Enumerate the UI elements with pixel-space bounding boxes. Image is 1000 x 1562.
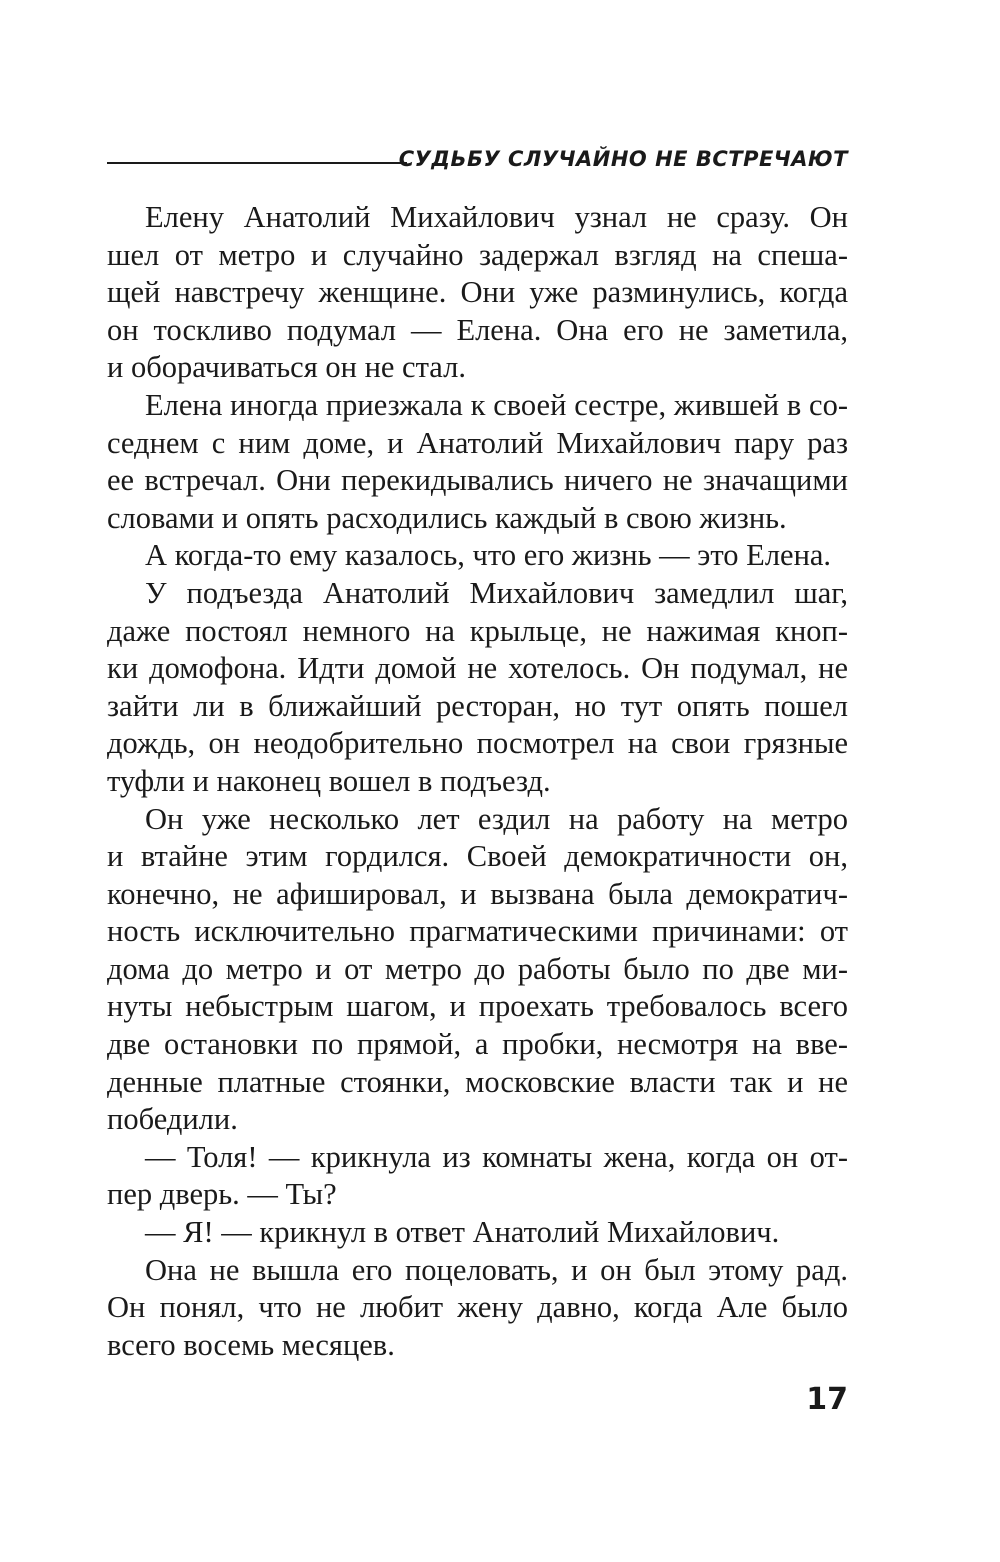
paragraph	[107, 537, 848, 575]
text-line: ее встречал. Они перекидывались ничего не значащими	[107, 463, 848, 498]
text-line: Она не вышла его поцеловать, и он был этому рад.	[145, 1252, 848, 1287]
header-rule	[107, 162, 407, 164]
text-line: он тоскливо подумал — Елена. Она его не заметила,	[107, 312, 848, 347]
text-line: дома до метро и от метро до работы было по две ми-	[107, 951, 848, 986]
text-line: денные платные стоянки, московские власти так и не	[107, 1064, 848, 1099]
paragraph	[107, 801, 848, 1139]
text-line: ки домофона. Идти домой не хотелось. Он подумал, не	[107, 651, 848, 686]
text-line: туфли и наконец вошел в подъезд.	[107, 763, 551, 798]
paragraph	[107, 199, 848, 387]
paragraph	[107, 1214, 848, 1252]
text-line: — Толя! — крикнула из комнаты жена, когда он от-	[145, 1139, 848, 1174]
text-line: Елену Анатолий Михайлович узнал не сразу. Он	[145, 200, 848, 234]
text-line: шел от метро и случайно задержал взгляд на спеша-	[107, 237, 848, 272]
paragraph	[107, 1252, 848, 1365]
body-text	[107, 199, 848, 1364]
text-line: седнем с ним доме, и Анатолий Михайлович пару раз	[107, 425, 848, 460]
text-line: — Я! — крикнул в ответ Анатолий Михайлович.	[145, 1215, 780, 1250]
text-line: У подъезда Анатолий Михайлович замедлил шаг,	[145, 575, 848, 610]
text-line: Он уже несколько лет ездил на работу на метро	[145, 801, 848, 836]
paragraph	[107, 575, 848, 801]
text-line: дождь, он неодобрительно посмотрел на свои грязные	[107, 726, 848, 761]
text-line: и оборачиваться он не стал.	[107, 350, 466, 385]
text-line: конечно, не афишировал, и вызвана была демократич-	[107, 876, 848, 911]
text-line: словами и опять расходились каждый в свою жизнь.	[107, 500, 787, 535]
text-line: А когда-то ему казалось, что его жизнь — это Елена.	[145, 538, 832, 573]
text-line: щей навстречу женщине. Они уже разминулись, когда	[107, 275, 848, 310]
page-number: 17	[806, 1382, 848, 1417]
text-line: всего восемь месяцев.	[107, 1327, 395, 1362]
text-line: пер дверь. — Ты?	[107, 1177, 337, 1212]
text-line: Он понял, что не любит жену давно, когда Але было	[107, 1290, 848, 1325]
running-head	[107, 146, 848, 176]
paragraph	[107, 387, 848, 537]
text-line: две остановки по прямой, а пробки, несмотря на вве-	[107, 1027, 848, 1062]
text-line: зайти ли в ближайший ресторан, но тут опять пошел	[107, 688, 848, 723]
text-line: победили.	[107, 1102, 238, 1137]
text-line: ность исключительно прагматическими причинами: от	[107, 914, 848, 949]
text-line: даже постоял немного на крыльце, не нажимая кноп-	[107, 613, 848, 648]
text-line: Елена иногда приезжала к своей сестре, жившей в со-	[145, 387, 848, 422]
text-line: нуты небыстрым шагом, и проехать требовалось всего	[107, 989, 848, 1024]
paragraph	[107, 1139, 848, 1214]
text-line: и втайне этим гордился. Своей демократичности он,	[107, 839, 848, 874]
running-title: СУДЬБУ СЛУЧАЙНО НЕ ВСТРЕЧАЮТ	[398, 147, 848, 171]
